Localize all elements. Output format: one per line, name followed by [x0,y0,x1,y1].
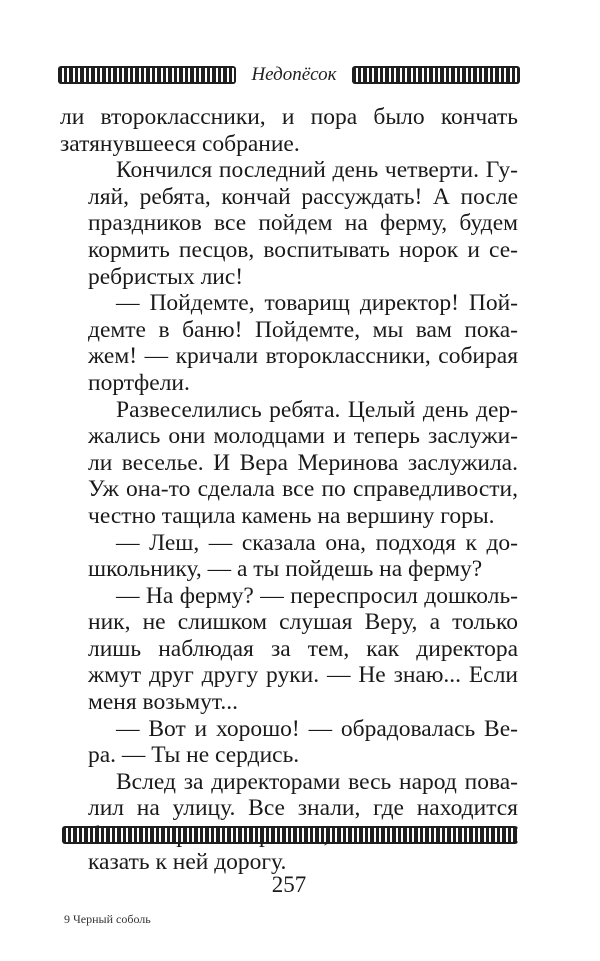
text-line: лишь наблюдая за тем, как директора [88,635,518,662]
printer-signature: 9 Черный соболь [64,912,151,926]
text-line: Вслед за директорами весь народ пова- [116,768,518,795]
running-header [58,60,520,90]
text-line: — Пойдемте, товарищ директор! Пой- [116,290,518,317]
text-line: ребристых лис! [88,263,244,290]
running-title: Недопёсок [251,64,337,85]
header-ornament-right [352,66,520,84]
text-line: школьнику, — а ты пойдешь на ферму? [88,556,483,583]
paragraph [60,397,518,530]
text-line: ра. — Ты не сердись. [88,742,300,769]
paragraph [60,104,518,157]
text-line: портфели. [88,369,190,396]
paragraph [60,769,518,875]
text-line: лил на улицу. Все знали, где находится [88,795,518,822]
text-line: жались они молодцами и теперь заслужи- [88,423,518,450]
text-line: — Вот и хорошо! — обрадовалась Ве- [116,715,518,742]
text-line: демте в баню! Пойдемте, мы вам пока- [88,316,518,343]
page-body-text [60,104,518,875]
text-line: Развеселились ребята. Целый день дер- [116,396,518,423]
text-line: Кончился последний день четверти. Гу- [116,157,518,184]
text-line: кормить песцов, воспитывать норок и се- [88,236,518,263]
text-line: казать к ней дорогу. [88,848,287,875]
text-line: — Леш, — сказала она, подходя к до- [116,529,518,556]
text-line: ник, не слишком слушая Веру, а только [88,609,518,636]
text-line: ляй, ребята, кончай рассуждать! А после [88,183,518,210]
header-ornament-left [58,66,236,84]
text-line: ли второклассники, и пора было кончать [60,104,518,130]
text-line: ли веселье. И Вера Меринова заслужила. [88,449,518,476]
text-line: меня возьмут... [88,689,238,716]
paragraph [60,716,518,769]
text-line: праздников все пойдем на ферму, будем [88,210,518,237]
text-line: жем! — кричали второклассники, собирая [88,343,518,370]
text-line: затянувшееся собрание. [60,130,300,157]
paragraph [60,530,518,583]
text-line: — На ферму? — переспросил дошколь- [116,582,518,609]
page-number: 257 [271,872,307,897]
paragraph [60,583,518,716]
paragraph [60,157,518,290]
text-line: Уж она-то сделала все по справедливости, [88,476,518,503]
footer-ornament [62,826,518,844]
text-line: честно тащила камень на вершину горы. [88,502,495,529]
text-line: жмут друг другу руки. — Не знаю... Если [88,662,518,689]
paragraph [60,290,518,396]
